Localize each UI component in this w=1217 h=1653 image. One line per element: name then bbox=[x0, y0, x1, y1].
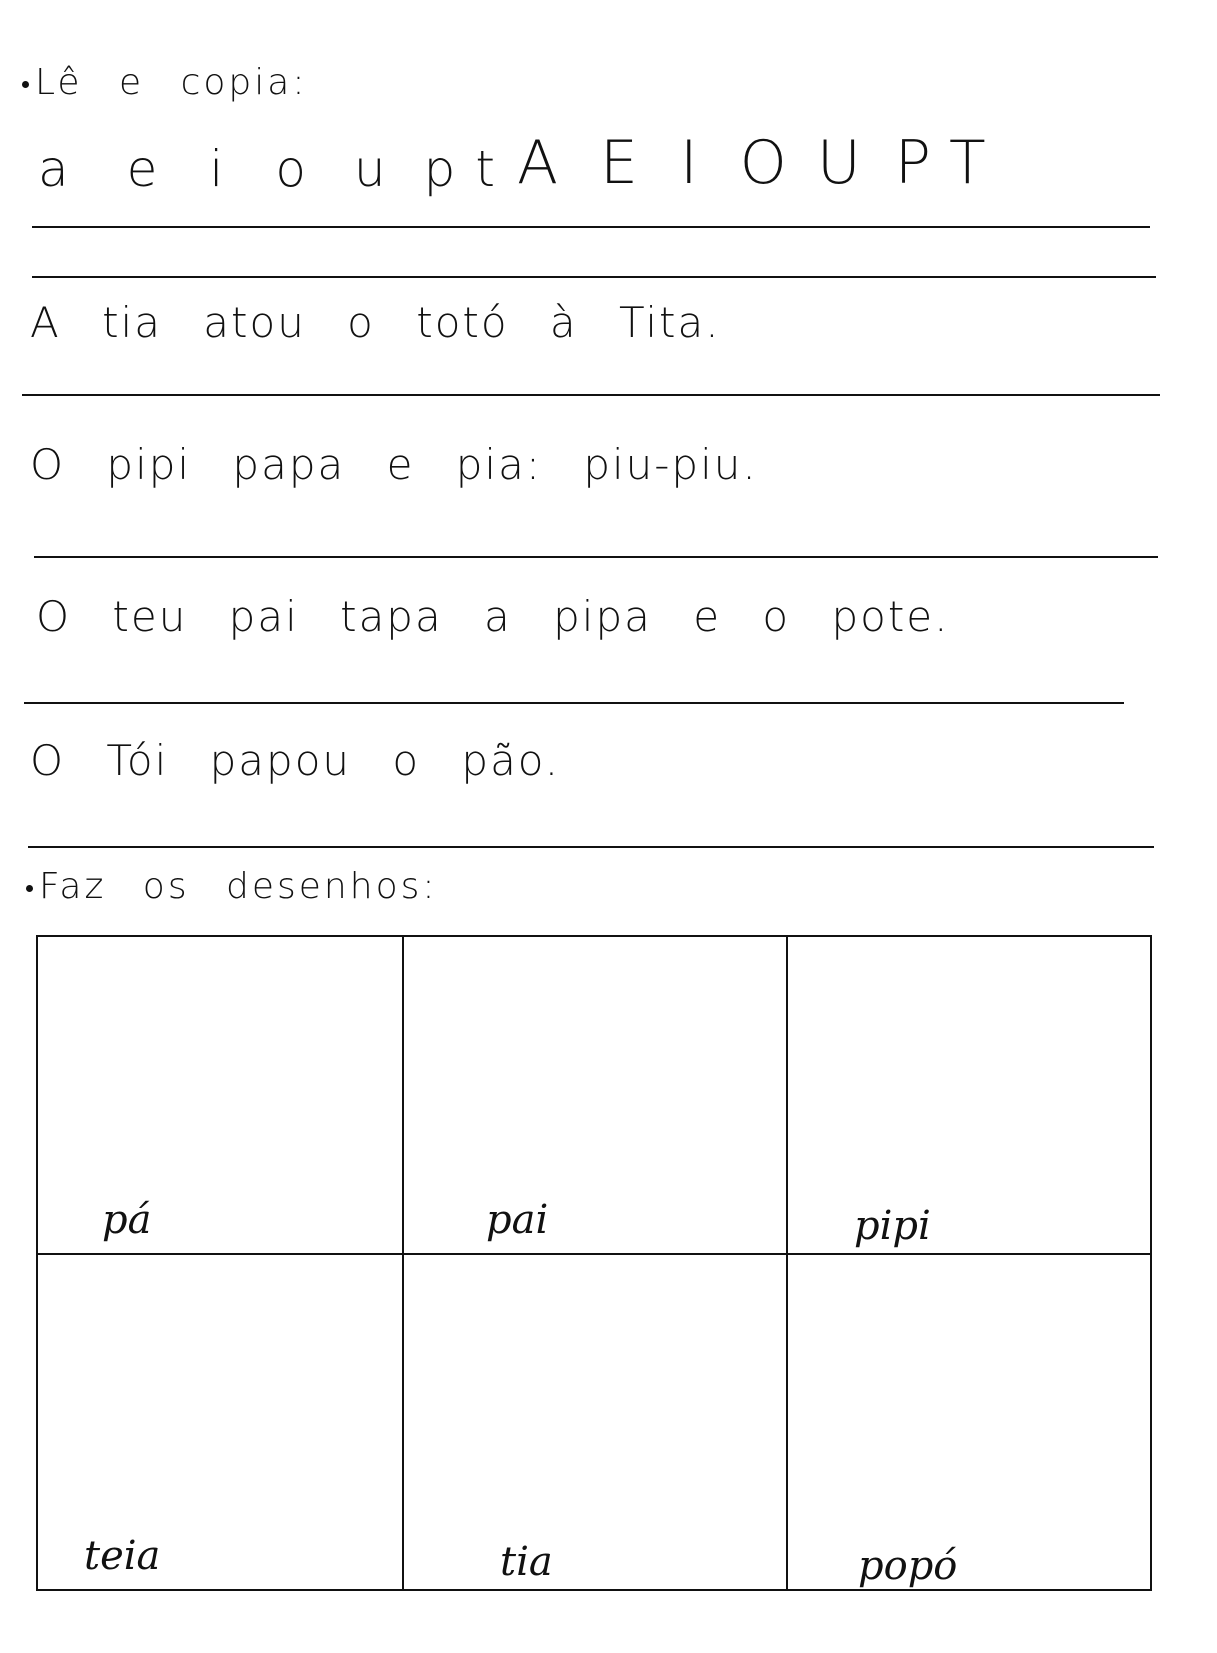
copy-line[interactable] bbox=[22, 394, 1160, 396]
letter: O bbox=[739, 128, 787, 198]
read-and-copy-instruction bbox=[22, 62, 307, 103]
copy-line[interactable] bbox=[32, 226, 1150, 228]
copy-line[interactable] bbox=[34, 556, 1158, 558]
letters-row bbox=[38, 128, 1158, 198]
cell-label: pá bbox=[102, 1197, 152, 1243]
letter: A bbox=[516, 128, 559, 198]
letter: E bbox=[600, 128, 638, 198]
letter: U bbox=[816, 128, 861, 198]
sentence-4: O Tói papou o pão. bbox=[30, 736, 561, 785]
drawing-cell[interactable] bbox=[404, 1255, 788, 1589]
cell-label: pai bbox=[486, 1197, 549, 1243]
letter: p bbox=[423, 140, 456, 198]
copy-line[interactable] bbox=[24, 702, 1124, 704]
drawing-cell[interactable] bbox=[788, 937, 1150, 1255]
instruction-text: Lê e copia: bbox=[35, 62, 308, 103]
letter: o bbox=[275, 140, 306, 198]
bullet-icon bbox=[22, 81, 29, 88]
drawing-cell[interactable] bbox=[788, 1255, 1150, 1589]
cell-label: pipi bbox=[854, 1203, 931, 1249]
drawings-instruction bbox=[26, 866, 437, 907]
letter: i bbox=[209, 140, 224, 198]
cell-label: tia bbox=[500, 1539, 553, 1585]
sentence-1: A tia atou o totó à Tita. bbox=[30, 298, 721, 347]
sentence-3: O teu pai tapa a pipa e o pote. bbox=[36, 592, 950, 641]
copy-line[interactable] bbox=[32, 276, 1156, 278]
cell-label: teia bbox=[84, 1533, 161, 1579]
drawing-cell[interactable] bbox=[38, 1255, 404, 1589]
letter: t bbox=[475, 140, 495, 198]
drawing-cell[interactable] bbox=[38, 937, 404, 1255]
drawing-grid bbox=[36, 935, 1152, 1591]
letter: P bbox=[894, 128, 931, 198]
cell-label: popó bbox=[858, 1543, 958, 1589]
letter: T bbox=[948, 128, 986, 198]
copy-line[interactable] bbox=[28, 846, 1154, 848]
letter: I bbox=[679, 128, 698, 198]
letter: u bbox=[353, 140, 386, 198]
sentence-2: O pipi papa e pia: piu-piu. bbox=[30, 440, 758, 489]
instruction-text: Faz os desenhos: bbox=[39, 866, 438, 907]
bullet-icon bbox=[26, 885, 33, 892]
letter: e bbox=[126, 140, 158, 198]
letter: a bbox=[38, 140, 69, 198]
drawing-cell[interactable] bbox=[404, 937, 788, 1255]
